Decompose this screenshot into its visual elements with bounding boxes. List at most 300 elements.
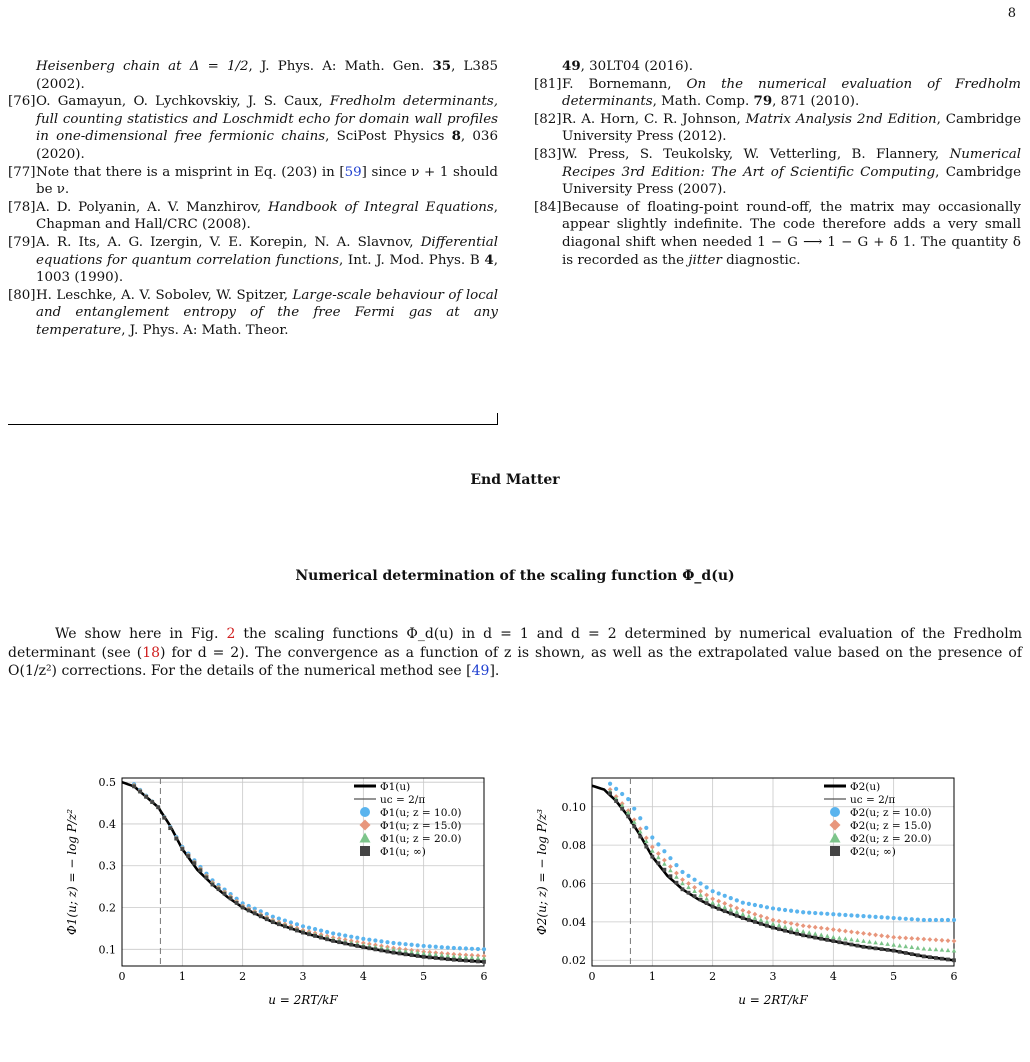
- data-point: [470, 947, 474, 951]
- data-point: [813, 936, 817, 940]
- data-point: [162, 816, 166, 820]
- data-point: [837, 940, 841, 944]
- data-point: [855, 938, 860, 942]
- data-point: [416, 943, 420, 947]
- data-point: [313, 927, 317, 931]
- data-point: [759, 922, 763, 926]
- data-point: [867, 939, 872, 943]
- data-point: [747, 902, 751, 906]
- text-span: 49: [562, 58, 581, 74]
- data-point: [910, 917, 914, 921]
- data-point: [313, 934, 317, 938]
- data-point: [434, 956, 438, 960]
- data-point: [452, 958, 456, 962]
- phi1-chart: [60, 770, 500, 1015]
- reference-number: [80]: [8, 287, 36, 303]
- body-paragraph: [8, 625, 1022, 681]
- data-point: [897, 935, 902, 940]
- data-point: [813, 931, 818, 935]
- data-point: [638, 835, 642, 839]
- data-point: [132, 784, 136, 788]
- legend-swatch: [830, 807, 840, 817]
- text-span: , 1003 (1990).: [36, 252, 499, 286]
- data-point: [331, 931, 335, 935]
- data-point: [735, 910, 740, 914]
- data-point: [849, 937, 854, 941]
- data-point: [223, 892, 227, 896]
- data-point: [922, 955, 926, 959]
- reference-item: [534, 146, 1021, 199]
- data-point: [861, 939, 866, 943]
- data-point: [855, 914, 859, 918]
- data-point: [349, 935, 353, 939]
- data-point: [247, 909, 251, 913]
- data-point: [614, 799, 618, 803]
- data-point: [680, 870, 684, 874]
- data-point: [825, 938, 829, 942]
- legend-label: uc = 2/π: [850, 794, 896, 806]
- text-span: , Cambridge University Press (2012).: [562, 111, 1022, 145]
- text-span: Handbook of Integral Equations: [267, 199, 494, 215]
- legend-label: Φ2(u; ∞): [850, 846, 896, 858]
- data-point: [620, 807, 624, 811]
- data-point: [891, 942, 896, 946]
- text-span[interactable]: 2: [226, 626, 236, 642]
- data-point: [843, 913, 847, 917]
- data-point: [373, 938, 377, 942]
- data-point: [692, 878, 696, 882]
- legend-swatch: [830, 846, 840, 856]
- data-point: [735, 898, 739, 902]
- data-point: [626, 814, 630, 818]
- data-point: [886, 916, 890, 920]
- data-point: [952, 939, 957, 944]
- data-point: [717, 907, 721, 911]
- text-span: , SciPost Physics: [325, 129, 452, 145]
- data-point: [765, 924, 769, 928]
- data-point: [952, 958, 956, 962]
- data-point: [741, 912, 746, 916]
- data-point: [253, 911, 257, 915]
- data-point: [849, 913, 853, 917]
- data-point: [229, 896, 233, 900]
- footnote-rule: [8, 413, 498, 425]
- x-tick-label: 0: [118, 970, 126, 983]
- data-point: [211, 883, 215, 887]
- reference-text: [36, 199, 498, 234]
- text-span: A. D. Polyanin, A. V. Manzhirov,: [36, 199, 268, 215]
- data-point: [831, 912, 835, 916]
- data-point: [301, 931, 305, 935]
- data-point: [337, 940, 341, 944]
- data-point: [856, 944, 860, 948]
- legend-label: Φ2(u; z = 20.0): [850, 833, 932, 845]
- x-tick-label: 1: [648, 970, 656, 983]
- legend-swatch: [360, 820, 371, 831]
- text-span: Numerical Recipes 3rd Edition: The Art of Scientific Computing: [562, 146, 1021, 180]
- data-point: [458, 946, 462, 950]
- data-point: [428, 955, 432, 959]
- references-left-column: [8, 58, 498, 340]
- reference-item: [8, 93, 498, 163]
- data-point: [753, 920, 757, 924]
- data-point: [355, 944, 359, 948]
- data-point: [638, 816, 642, 820]
- data-point: [361, 945, 365, 949]
- data-point: [862, 945, 866, 949]
- data-point: [669, 874, 673, 878]
- reference-text: [36, 234, 498, 287]
- data-point: [873, 915, 877, 919]
- data-point: [831, 939, 835, 943]
- data-point: [879, 941, 884, 945]
- data-point: [464, 959, 468, 963]
- data-point: [849, 929, 854, 934]
- data-point: [705, 885, 709, 889]
- data-point: [921, 937, 926, 942]
- data-point: [343, 933, 347, 937]
- data-point: [319, 936, 323, 940]
- data-point: [698, 893, 703, 897]
- data-point: [861, 931, 866, 936]
- data-point: [674, 863, 678, 867]
- section-title: Numerical determination of the scaling function Φ_d(u): [295, 568, 735, 584]
- y-axis-label: Φ1(u; z) = − log P/z²: [65, 808, 79, 936]
- legend-swatch: [830, 833, 841, 843]
- data-point: [807, 924, 812, 929]
- data-point: [909, 945, 914, 949]
- text-span: , 30LT04 (2016).: [580, 59, 694, 74]
- data-point: [807, 930, 812, 934]
- data-point: [620, 792, 624, 796]
- data-point: [428, 944, 432, 948]
- text-span: ] since ν + 1 should be ν.: [36, 164, 498, 198]
- data-point: [626, 797, 630, 801]
- text-span[interactable]: 49: [471, 663, 490, 679]
- data-point: [795, 928, 800, 932]
- data-point: [644, 826, 648, 830]
- page-number: 8: [1007, 6, 1016, 21]
- data-point: [831, 935, 836, 939]
- data-point: [662, 862, 667, 866]
- data-point: [668, 868, 673, 872]
- data-point: [361, 937, 365, 941]
- data-point: [325, 930, 329, 934]
- phi2-chart: [530, 770, 970, 1015]
- data-point: [777, 923, 782, 927]
- data-point: [410, 953, 414, 957]
- data-point: [662, 849, 666, 853]
- data-point: [940, 938, 945, 943]
- data-point: [374, 947, 378, 951]
- data-point: [699, 898, 703, 902]
- text-span: , L385 (2002).: [36, 59, 498, 92]
- data-point: [915, 936, 920, 941]
- text-span: , 036 (2020).: [36, 129, 498, 162]
- data-point: [705, 901, 709, 905]
- data-point: [795, 909, 799, 913]
- data-point: [777, 907, 781, 911]
- data-point: [934, 947, 939, 951]
- data-point: [711, 905, 715, 909]
- data-point: [614, 787, 618, 791]
- data-point: [861, 914, 865, 918]
- data-point: [892, 916, 896, 920]
- data-point: [398, 952, 402, 956]
- text-span: W. Press, S. Teukolsky, W. Vetterling, B. Flannery,: [562, 146, 950, 162]
- data-point: [295, 929, 299, 933]
- y-tick-label: 0.10: [561, 800, 586, 814]
- text-span: Heisenberg chain at: [36, 59, 190, 74]
- data-point: [482, 960, 486, 964]
- data-point: [193, 861, 197, 865]
- data-point: [656, 842, 660, 846]
- data-point: [259, 914, 263, 918]
- y-tick-label: 0.06: [561, 877, 586, 891]
- data-point: [681, 887, 685, 891]
- data-point: [663, 868, 667, 872]
- data-point: [710, 900, 715, 904]
- legend-label: Φ1(u; ∞): [380, 846, 426, 858]
- text-span: Large-scale behaviour of local and entanglement entropy of the free Fermi gas at any temperature: [36, 287, 498, 338]
- reference-number: [76]: [8, 94, 36, 110]
- data-point: [386, 950, 390, 954]
- data-point: [873, 940, 878, 944]
- data-point: [946, 938, 951, 943]
- text-span: Note that there is a misprint in Eq. (203) in [: [36, 164, 345, 180]
- data-point: [144, 795, 148, 799]
- legend-swatch: [830, 820, 841, 831]
- data-point: [886, 948, 890, 952]
- data-point: [446, 957, 450, 961]
- data-point: [898, 950, 902, 954]
- data-point: [880, 915, 884, 919]
- data-point: [783, 908, 787, 912]
- x-tick-label: 2: [709, 970, 717, 983]
- data-point: [850, 943, 854, 947]
- data-point: [434, 945, 438, 949]
- data-point: [693, 894, 697, 898]
- x-axis-label: u = 2RT/kF: [738, 993, 808, 1007]
- text-span: 4: [484, 251, 494, 268]
- data-point: [771, 906, 775, 910]
- data-point: [940, 918, 944, 922]
- data-point: [922, 918, 926, 922]
- data-point: [138, 790, 142, 794]
- y-tick-label: 0.2: [98, 901, 116, 915]
- data-point: [916, 917, 920, 921]
- text-span: On the numerical evaluation of Fredholm determinants: [562, 76, 1021, 110]
- data-point: [916, 953, 920, 957]
- reference-text: [562, 146, 1021, 199]
- data-point: [416, 954, 420, 958]
- data-point: [783, 929, 787, 933]
- reference-text: [36, 164, 498, 199]
- text-span: , Cambridge University Press (2007).: [562, 164, 1022, 198]
- x-tick-label: 5: [420, 970, 428, 983]
- text-span: ].: [489, 663, 500, 679]
- reference-text: [36, 287, 498, 340]
- data-point: [446, 946, 450, 950]
- data-point: [837, 936, 842, 940]
- x-tick-label: 6: [950, 970, 958, 983]
- reference-text: [562, 199, 1021, 269]
- data-point: [699, 881, 703, 885]
- data-point: [686, 874, 690, 878]
- data-point: [753, 916, 758, 920]
- data-point: [174, 837, 178, 841]
- reference-item: [534, 199, 1021, 269]
- legend-label: Φ1(u; z = 20.0): [380, 833, 462, 845]
- data-point: [410, 943, 414, 947]
- data-point: [813, 925, 818, 930]
- data-point: [235, 901, 239, 905]
- data-point: [910, 952, 914, 956]
- data-point: [868, 946, 872, 950]
- data-point: [777, 919, 782, 924]
- data-point: [855, 930, 860, 935]
- data-point: [873, 933, 878, 938]
- text-span: Matrix Analysis 2nd Edition: [745, 111, 937, 127]
- text-span: diagnostic.: [721, 252, 801, 268]
- legend-label: Φ1(u; z = 10.0): [380, 807, 462, 819]
- text-span[interactable]: 59: [344, 164, 362, 180]
- data-point: [325, 937, 329, 941]
- data-point: [946, 958, 950, 962]
- data-point: [722, 905, 727, 909]
- reference-text: [36, 93, 498, 163]
- x-tick-label: 6: [480, 970, 488, 983]
- legend-label: Φ2(u; z = 15.0): [850, 820, 932, 832]
- text-span: Δ = 1/2: [189, 59, 249, 74]
- legend-swatch: [360, 846, 370, 856]
- x-tick-label: 3: [299, 970, 307, 983]
- data-point: [952, 948, 957, 952]
- data-point: [391, 941, 395, 945]
- data-point: [283, 924, 287, 928]
- reference-item: [8, 234, 498, 287]
- reference-item: [534, 76, 1021, 111]
- data-point: [644, 845, 648, 849]
- data-point: [199, 868, 203, 872]
- x-tick-label: 5: [890, 970, 898, 983]
- data-point: [922, 946, 927, 950]
- data-point: [952, 918, 956, 922]
- text-span: We show here in Fig.: [55, 626, 227, 642]
- data-point: [632, 807, 636, 811]
- data-point: [440, 957, 444, 961]
- data-point: [150, 800, 154, 804]
- data-point: [867, 914, 871, 918]
- y-tick-label: 0.02: [561, 954, 586, 968]
- x-tick-label: 4: [829, 970, 837, 983]
- end-matter-heading: End Matter: [470, 472, 560, 488]
- data-point: [801, 923, 806, 928]
- data-point: [795, 922, 800, 927]
- text-span: F. Bornemann,: [562, 76, 687, 92]
- reference-text: [562, 111, 1021, 146]
- data-point: [867, 932, 872, 937]
- y-axis-label: Φ2(u; z) = − log P/z³: [535, 808, 549, 936]
- data-point: [650, 855, 654, 859]
- data-point: [879, 933, 884, 938]
- data-point: [686, 885, 691, 889]
- data-point: [337, 932, 341, 936]
- data-point: [916, 946, 921, 950]
- text-span: , Chapman and Hall/CRC (2008).: [36, 199, 498, 233]
- data-point: [789, 926, 794, 930]
- data-point: [392, 951, 396, 955]
- text-span: 79: [753, 93, 773, 110]
- data-point: [831, 927, 836, 932]
- data-point: [759, 918, 764, 922]
- legend-swatch: [360, 807, 370, 817]
- x-tick-label: 2: [239, 970, 247, 983]
- data-point: [404, 952, 408, 956]
- text-span[interactable]: 18: [142, 644, 161, 661]
- text-span: Because of floating-point round-off, the matrix may occasionally appear slightly indefinite. The code therefore adds a very small diagonal shift when needed 1 − G ⟶ 1 − G + δ 1. The quantity δ is recorded as the: [562, 199, 1021, 268]
- data-point: [837, 912, 841, 916]
- y-tick-label: 0.5: [98, 776, 116, 790]
- data-point: [692, 889, 697, 893]
- data-point: [458, 958, 462, 962]
- data-point: [765, 905, 769, 909]
- reference-text: [562, 76, 1021, 111]
- data-point: [217, 887, 221, 891]
- data-point: [656, 861, 660, 865]
- x-tick-label: 0: [588, 970, 596, 983]
- reference-continuation: [8, 58, 498, 93]
- data-point: [403, 942, 407, 946]
- data-point: [355, 936, 359, 940]
- data-point: [379, 939, 383, 943]
- data-point: [897, 943, 902, 947]
- data-point: [819, 911, 823, 915]
- data-point: [729, 896, 733, 900]
- data-point: [825, 912, 829, 916]
- data-point: [946, 918, 950, 922]
- data-point: [903, 936, 908, 941]
- data-point: [608, 782, 612, 786]
- data-point: [892, 949, 896, 953]
- data-point: [807, 935, 811, 939]
- data-point: [891, 935, 896, 940]
- reference-number: [84]: [534, 199, 562, 215]
- data-point: [909, 936, 914, 941]
- data-point: [934, 956, 938, 960]
- text-span: , Math. Comp.: [652, 94, 754, 110]
- data-point: [277, 922, 281, 926]
- reference-number: [77]: [8, 164, 36, 180]
- data-point: [205, 876, 209, 880]
- text-span: R. A. Horn, C. R. Johnson,: [562, 111, 746, 127]
- text-span: jitter: [688, 252, 722, 268]
- data-point: [813, 911, 817, 915]
- data-point: [675, 881, 679, 885]
- data-point: [741, 901, 745, 905]
- reference-number: [79]: [8, 234, 36, 250]
- text-span: , 871 (2010).: [772, 94, 860, 110]
- data-point: [928, 955, 932, 959]
- data-point: [904, 917, 908, 921]
- text-span: 35: [432, 58, 452, 74]
- references-right-column: [534, 58, 1021, 269]
- data-point: [380, 949, 384, 953]
- data-point: [874, 946, 878, 950]
- data-point: [650, 848, 655, 852]
- data-point: [771, 926, 775, 930]
- data-point: [180, 847, 184, 851]
